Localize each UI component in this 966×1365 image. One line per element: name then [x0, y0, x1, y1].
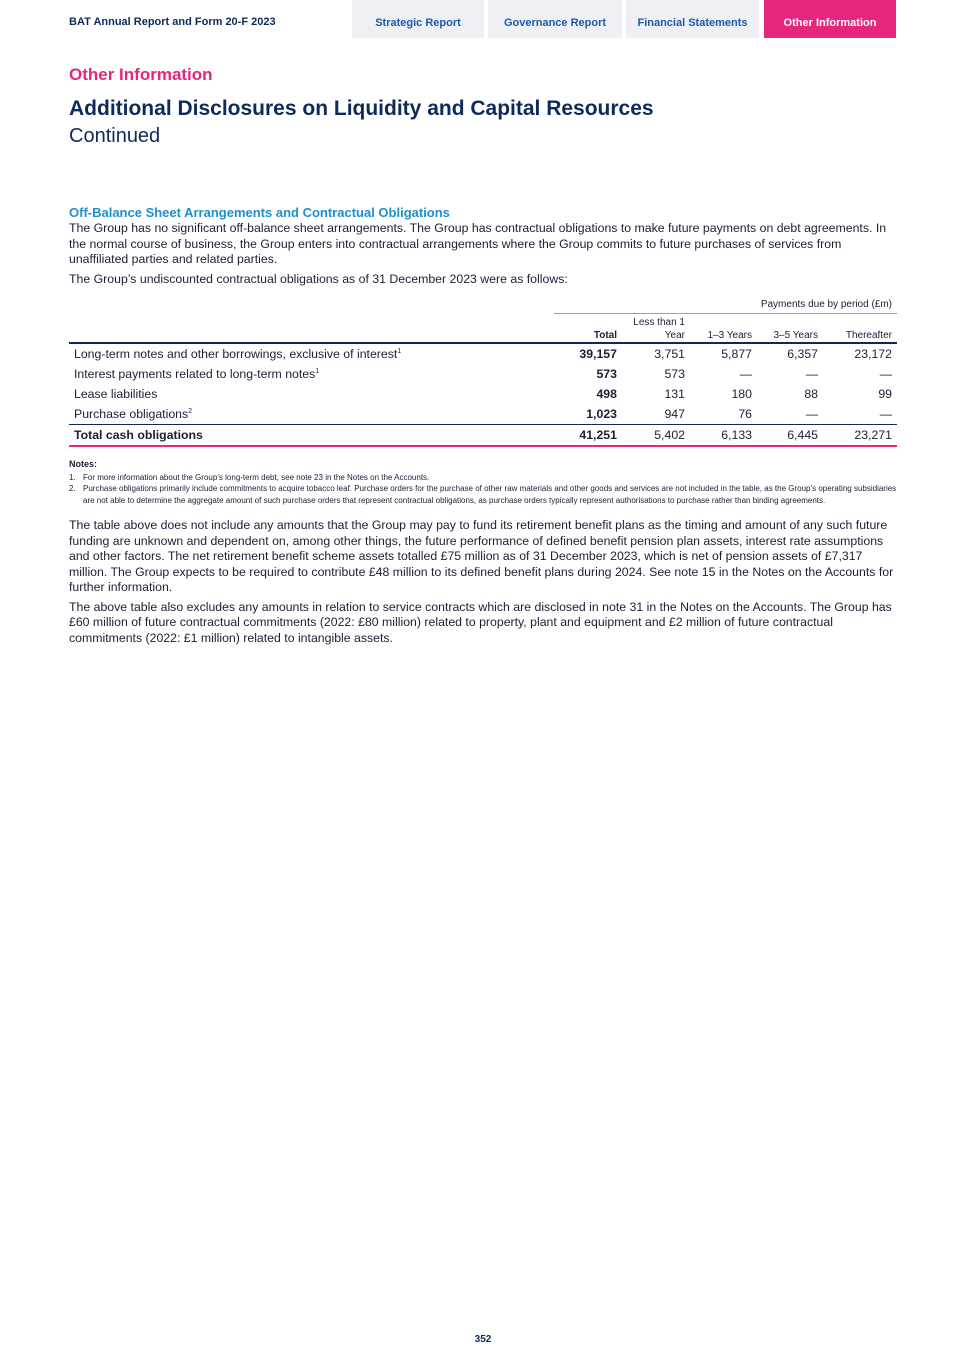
table-row: [69, 404, 897, 425]
cell-3-5-years: 6,445: [787, 428, 818, 442]
note-text: For more information about the Group’s long-term debt, see note 23 in the Notes on the Accounts.: [83, 472, 430, 482]
cell-less-than-1-year: 131: [664, 387, 685, 401]
cell-total: 1,023: [586, 407, 617, 421]
table-row: [69, 343, 897, 364]
cell-total: 39,157: [579, 347, 617, 361]
page-number: 352: [474, 1334, 492, 1345]
cell-thereafter: —: [879, 407, 892, 421]
note-number: 2.: [69, 484, 76, 493]
col-header-total: Total: [593, 330, 617, 341]
cell-less-than-1-year: 573: [664, 367, 685, 381]
note-number: 1.: [69, 472, 76, 482]
service-contracts-paragraph: The above table also excludes any amounts in relation to service contracts which are disclosed in note 31 in the Notes on the Accounts. The Group has £60 million of future contractual commitments (2022: £80 million) related to property, plant and equipment and £2 million of future contractual commitments (2022: £1 million) related to intangible assets.: [69, 599, 892, 645]
notes-title: Notes:: [69, 459, 98, 469]
note-item: [69, 472, 897, 484]
cell-1-3-years: —: [739, 367, 752, 381]
table-intro-paragraph: The Group’s undiscounted contractual obligations as of 31 December 2023 were as follows:: [69, 271, 568, 286]
report-title: BAT Annual Report and Form 20-F 2023: [69, 16, 276, 28]
period-header-row: [69, 295, 897, 314]
retirement-paragraph: The table above does not include any amounts that the Group may pay to fund its retirement benefit plans as the timing and amount of any such future funding are unknown and dependent on, among other things, the future performance of defined benefit pension plan assets, interest rate assumptions and other factors. The net retirement benefit scheme assets totalled £75 million as of 31 December 2023, which is net of pension assets of £7,317 million. The Group expects to be required to contribute £48 million to its defined benefit plans during 2024. See note 15 in the Notes on the Accounts for further information.: [69, 518, 894, 594]
table-row: [69, 364, 897, 384]
page-title: Additional Disclosures on Liquidity and Capital Resources: [69, 97, 654, 120]
cell-3-5-years: 88: [804, 387, 818, 401]
cell-3-5-years: —: [805, 367, 818, 381]
total-row: [69, 425, 897, 447]
top-navigation: [0, 0, 966, 38]
footnote-ref: 2: [188, 407, 193, 415]
tab-financial-statements[interactable]: Financial Statements: [626, 0, 759, 38]
section-tag: Other Information: [69, 65, 213, 84]
tab-governance-report[interactable]: Governance Report: [488, 0, 622, 38]
cell-less-than-1-year: 5,402: [654, 428, 685, 442]
col-header-1-3-years: 1–3 Years: [707, 330, 752, 341]
contractual-obligations-table: [69, 295, 897, 447]
col-header-less-than-1-year: Less than 1 Year: [633, 317, 685, 341]
cell-1-3-years: 5,877: [721, 347, 752, 361]
row-label: Lease liabilities: [74, 387, 158, 401]
cell-thereafter: 23,271: [854, 428, 892, 442]
row-label: Purchase obligations$^2$: [74, 407, 193, 421]
column-header-row: [69, 314, 897, 344]
period-header: Payments due by period (£m): [554, 295, 897, 314]
col-header-thereafter: Thereafter: [845, 330, 892, 341]
cell-thereafter: 99: [878, 387, 892, 401]
page-subtitle: Continued: [69, 125, 161, 147]
table-row: [69, 384, 897, 404]
tab-other-information[interactable]: Other Information: [764, 0, 896, 38]
table-notes: [69, 459, 897, 506]
cell-thereafter: —: [879, 367, 892, 381]
section-heading: Off-Balance Sheet Arrangements and Contractual Obligations: [69, 205, 450, 220]
row-label: Long-term notes and other borrowings, exclusive of interest$^1$: [74, 347, 402, 361]
cell-total: 573: [596, 367, 617, 381]
cell-thereafter: 23,172: [854, 347, 892, 361]
cell-1-3-years: 76: [738, 407, 752, 421]
note-item: [69, 483, 897, 506]
col-header-3-5-years: 3–5 Years: [773, 330, 818, 341]
cell-1-3-years: 180: [731, 387, 752, 401]
footnote-ref: 1: [315, 367, 320, 375]
cell-1-3-years: 6,133: [721, 428, 752, 442]
cell-total: 498: [596, 387, 617, 401]
row-label: Interest payments related to long-term notes$^1$: [74, 367, 320, 381]
tab-strategic-report[interactable]: Strategic Report: [352, 0, 484, 38]
closing-text: [69, 518, 897, 646]
cell-3-5-years: —: [805, 407, 818, 421]
cell-less-than-1-year: 947: [664, 407, 685, 421]
total-row-label: Total cash obligations: [74, 428, 203, 442]
note-text: Purchase obligations primarily include commitments to acquire tobacco leaf. Purchase orders for the purchase of other raw materials and other goods and services are not included in the table, as the Group’s operating subsidiaries are not able to determine the aggregate amount of such purchase orders that represent contractual obligations, as purchase orders typically represent authorisations to purchase rather than binding agreements.: [83, 484, 897, 505]
footnote-ref: 1: [397, 347, 402, 355]
main-content: [69, 205, 897, 650]
cell-less-than-1-year: 3,751: [654, 347, 685, 361]
cell-total: 41,251: [579, 428, 617, 442]
cell-3-5-years: 6,357: [787, 347, 818, 361]
intro-paragraph: The Group has no significant off-balance sheet arrangements. The Group has contractual obligations to make future payments on debt agreements. In the normal course of business, the Group enters into contractual arrangements where the Group commits to future purchases of services from unaffiliated parties and related parties.: [69, 221, 887, 266]
